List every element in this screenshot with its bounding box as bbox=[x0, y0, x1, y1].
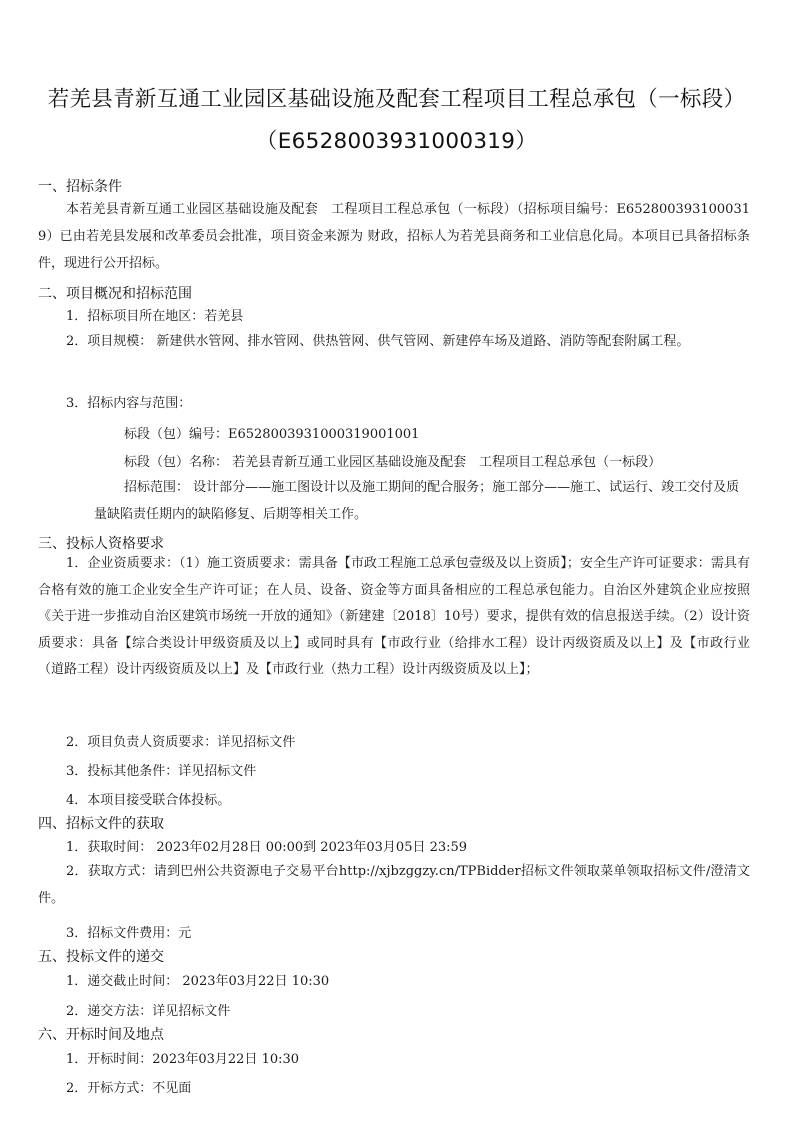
opening-method: 2．开标方式：不见面 bbox=[66, 1081, 192, 1096]
project-location: 1．招标项目所在地区：若羌县 bbox=[66, 309, 244, 324]
document-title: 若羌县青新互通工业园区基础设施及配套工程项目工程总承包（一标段） bbox=[47, 87, 746, 112]
bid-content-label: 3．招标内容与范围： bbox=[66, 396, 192, 411]
section-heading-qualifications: 三、投标人资格要求 bbox=[38, 536, 164, 552]
section-heading-project-overview: 二、项目概况和招标范围 bbox=[38, 286, 192, 302]
section-heading-bidding-conditions: 一、招标条件 bbox=[38, 179, 122, 195]
lot-number: 标段（包）编号：E6528003931000319001001 bbox=[124, 427, 420, 442]
lot-name: 标段（包）名称： 若羌县青新互通工业园区基础设施及配套 工程项目工程总承包（一标段） bbox=[124, 455, 662, 470]
project-scale: 2．项目规模： 新建供水管网、排水管网、供热管网、供气管网、新建停车场及道路、消防等配套附属工程。 bbox=[66, 334, 690, 349]
obtain-time: 1．获取时间： 2023年02月28日 00:00到 2023年03月05日 23:59 bbox=[66, 840, 468, 855]
project-manager-qualification: 2．项目负责人资质要求：详见招标文件 bbox=[66, 735, 296, 750]
consortium-note: 4．本项目接受联合体投标。 bbox=[66, 793, 231, 808]
submission-method: 2．递交方法：详见招标文件 bbox=[66, 1004, 231, 1019]
submission-deadline: 1．递交截止时间： 2023年03月22日 10:30 bbox=[66, 974, 330, 989]
other-conditions: 3．投标其他条件：详见招标文件 bbox=[66, 764, 257, 779]
opening-time: 1．开标时间：2023年03月22日 10:30 bbox=[66, 1052, 300, 1067]
document-title-code: （E6528003931000319） bbox=[255, 129, 538, 154]
bid-scope: 招标范围： 设计部分——施工图设计以及施工期间的配合服务；施工部分——施工、试运行、竣工交付及质量缺陷责任期内的缺陷修复、后期等相关工作。 bbox=[94, 480, 740, 522]
section-heading-obtain-documents: 四、招标文件的获取 bbox=[38, 816, 164, 832]
section-heading-submission: 五、投标文件的递交 bbox=[38, 949, 164, 965]
bidding-conditions-text: 本若羌县青新互通工业园区基础设施及配套 工程项目工程总承包（一标段）（招标项目编号：E6528003931000319）已由若羌县发展和改革委员会批准，项目资金来源为 财政，招标人为若羌县商务和工业信息化局。本项目已具备招标条件，现进行公开招标。 bbox=[38, 202, 750, 271]
obtain-method: 2．获取方式：请到巴州公共资源电子交易平台http://xjbzggzy.cn/TPBidder招标文件领取菜单领取招标文件/澄清文件。 bbox=[38, 864, 750, 906]
enterprise-qualification: 1．企业资质要求：（1）施工资质要求：需具备【市政工程施工总承包壹级及以上资质】；安全生产许可证要求：需具有合格有效的施工企业安全生产许可证；在人员、设备、资金等方面具备相应的工程总承包能力。自治区外建筑企业应按照《关于进一步推动自治区建筑市场统一开放的通知》（新建建〔2018〕10号）要求，提供有效的信息报送手续。（2）设计资质要求：具备【综合类设计甲级资质及以上】或同时具有【市政行业（给排水工程）设计丙级资质及以上】及【市政行业（道路工程）设计丙级资质及以上】及【市政行业（热力工程）设计丙级资质及以上】； bbox=[38, 556, 750, 678]
section-heading-opening: 六、开标时间及地点 bbox=[38, 1027, 164, 1043]
document-fee: 3．招标文件费用：元 bbox=[66, 926, 192, 941]
